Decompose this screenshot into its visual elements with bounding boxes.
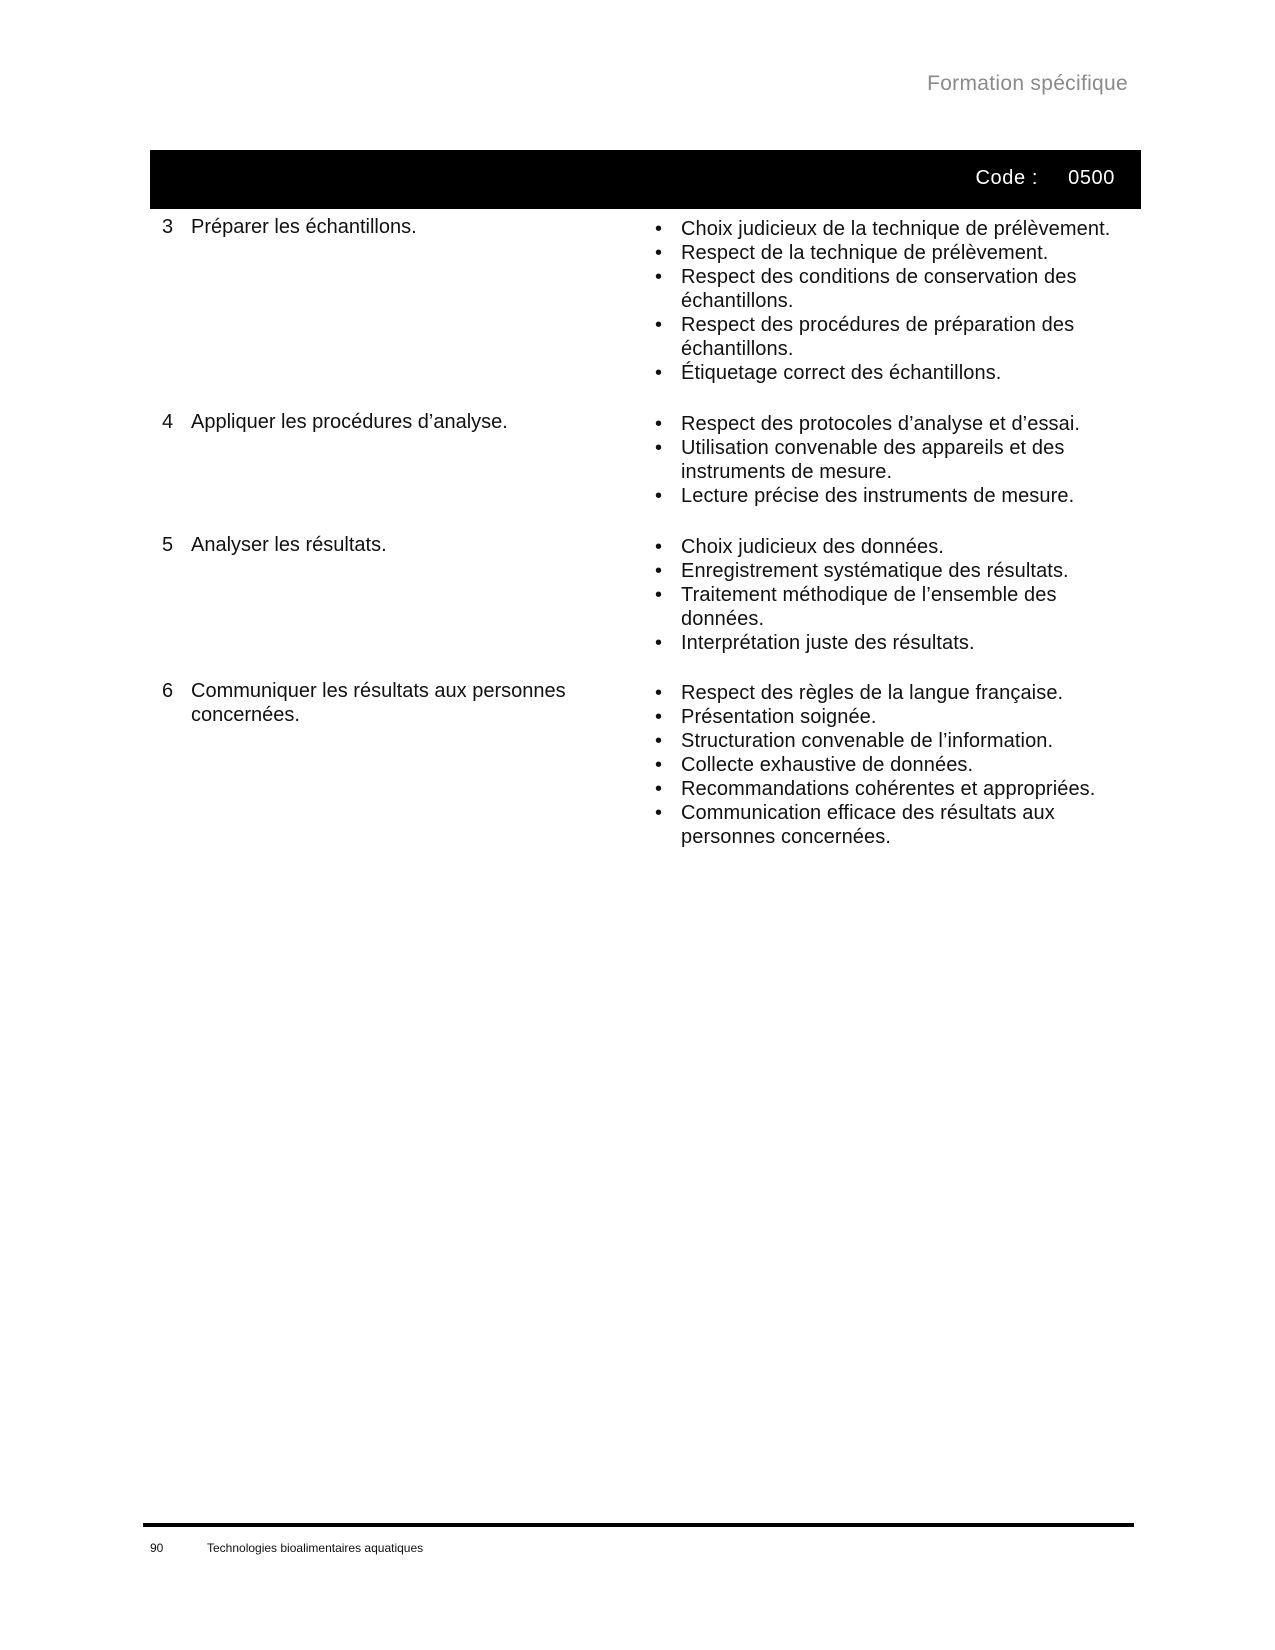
- criterion-item: [655, 412, 1135, 436]
- criterion-item: [655, 535, 1135, 559]
- bullet-icon: •: [655, 266, 663, 288]
- step-number: 4: [162, 411, 174, 433]
- bullet-icon: •: [655, 242, 663, 264]
- step-number: 3: [162, 216, 174, 238]
- footer-rule: [143, 1523, 1134, 1527]
- criterion-item: [655, 265, 1135, 313]
- criterion-item: [655, 753, 1135, 777]
- criterion-text: Présentation soignée.: [681, 706, 877, 728]
- criterion-text: Interprétation juste des résultats.: [681, 632, 975, 654]
- bullet-icon: •: [655, 314, 663, 336]
- criterion-item: [655, 681, 1135, 705]
- bullet-icon: •: [655, 584, 663, 606]
- criterion-item: [655, 705, 1135, 729]
- step-title: Analyser les résultats.: [191, 534, 387, 556]
- criterion-item: [655, 801, 1135, 849]
- criterion-item: [655, 484, 1135, 508]
- code-value: 0500: [1068, 167, 1115, 189]
- criterion-text: Communication efficace des résultats aux personnes concernées.: [681, 802, 1055, 848]
- criterion-item: [655, 361, 1135, 385]
- bullet-icon: •: [655, 413, 663, 435]
- bullet-icon: •: [655, 802, 663, 824]
- criterion-text: Collecte exhaustive de données.: [681, 754, 974, 776]
- step-title: Communiquer les résultats aux personnes concernées.: [191, 680, 566, 726]
- criterion-text: Respect des conditions de conservation des échantillons.: [681, 266, 1077, 312]
- page-number: 90: [150, 1541, 164, 1555]
- criteria-list: [655, 412, 1135, 508]
- step-title: Préparer les échantillons.: [191, 216, 417, 238]
- bullet-icon: •: [655, 536, 663, 558]
- bullet-icon: •: [655, 778, 663, 800]
- criterion-item: [655, 631, 1135, 655]
- bullet-icon: •: [655, 218, 663, 240]
- criterion-text: Utilisation convenable des appareils et des instruments de mesure.: [681, 437, 1065, 483]
- criterion-text: Choix judicieux de la technique de prélèvement.: [681, 218, 1111, 240]
- criterion-item: [655, 241, 1135, 265]
- bullet-icon: •: [655, 754, 663, 776]
- bullet-icon: •: [655, 485, 663, 507]
- criterion-item: [655, 583, 1135, 631]
- criteria-list: [655, 535, 1135, 655]
- criterion-text: Recommandations cohérentes et appropriées.: [681, 778, 1096, 800]
- bullet-icon: •: [655, 730, 663, 752]
- bullet-icon: •: [655, 706, 663, 728]
- bullet-icon: •: [655, 437, 663, 459]
- code-label: Code :: [975, 167, 1038, 189]
- criterion-text: Structuration convenable de l’information.: [681, 730, 1054, 752]
- criterion-item: [655, 217, 1135, 241]
- step-title: Appliquer les procédures d’analyse.: [191, 411, 508, 433]
- document-title: Technologies bioalimentaires aquatiques: [207, 1541, 424, 1555]
- criterion-text: Traitement méthodique de l’ensemble des données.: [681, 584, 1057, 630]
- bullet-icon: •: [655, 682, 663, 704]
- criterion-text: Respect des règles de la langue française.: [681, 682, 1064, 704]
- criterion-item: [655, 729, 1135, 753]
- criteria-list: [655, 681, 1135, 849]
- criterion-text: Étiquetage correct des échantillons.: [681, 362, 1002, 384]
- criterion-text: Respect de la technique de prélèvement.: [681, 242, 1049, 264]
- criterion-item: [655, 313, 1135, 361]
- criterion-item: [655, 436, 1135, 484]
- criterion-item: [655, 777, 1135, 801]
- step-number: 5: [162, 534, 174, 556]
- criteria-list: [655, 217, 1135, 385]
- step-number: 6: [162, 680, 174, 702]
- bullet-icon: •: [655, 560, 663, 582]
- criterion-item: [655, 559, 1135, 583]
- code-bar: [150, 150, 1141, 209]
- criterion-text: Respect des protocoles d’analyse et d’essai.: [681, 413, 1081, 435]
- running-header-section-title: Formation spécifique: [927, 72, 1128, 95]
- bullet-icon: •: [655, 632, 663, 654]
- criterion-text: Enregistrement systématique des résultats.: [681, 560, 1069, 582]
- criterion-text: Lecture précise des instruments de mesure.: [681, 485, 1075, 507]
- criterion-text: Choix judicieux des données.: [681, 536, 944, 558]
- bullet-icon: •: [655, 362, 663, 384]
- criterion-text: Respect des procédures de préparation des échantillons.: [681, 314, 1075, 360]
